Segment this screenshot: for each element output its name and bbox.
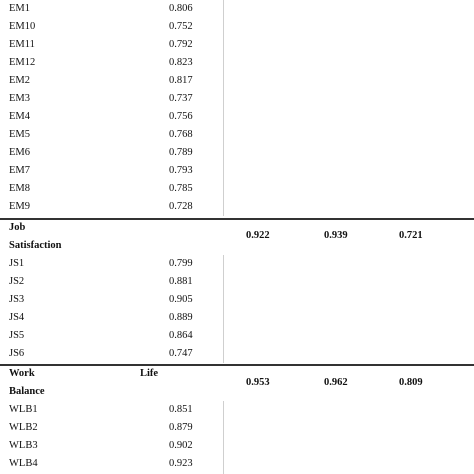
item-code: JS1 bbox=[9, 258, 25, 269]
item-loading: 0.902 bbox=[169, 440, 193, 451]
item-code: WLB1 bbox=[9, 404, 38, 415]
table-row bbox=[0, 198, 474, 216]
item-loading: 0.793 bbox=[169, 165, 193, 176]
item-code: EM10 bbox=[9, 21, 36, 32]
item-loading: 0.864 bbox=[169, 330, 193, 341]
item-code: JS6 bbox=[9, 348, 25, 359]
table-row bbox=[0, 327, 474, 345]
section-header-job-satisfaction bbox=[0, 219, 474, 255]
item-code: EM3 bbox=[9, 93, 30, 104]
section-header-work-life-balance bbox=[0, 365, 474, 401]
table-row bbox=[0, 401, 474, 419]
section-title: Life bbox=[140, 368, 159, 379]
table-row bbox=[0, 345, 474, 363]
table-row bbox=[0, 18, 474, 36]
item-loading: 0.747 bbox=[169, 348, 193, 359]
table-row bbox=[0, 437, 474, 455]
table-row bbox=[0, 36, 474, 54]
table-row bbox=[0, 162, 474, 180]
item-code: EM9 bbox=[9, 201, 30, 212]
item-code: JS4 bbox=[9, 312, 25, 323]
stat-value: 0.922 bbox=[246, 230, 270, 241]
item-loading: 0.728 bbox=[169, 201, 193, 212]
table-row bbox=[0, 126, 474, 144]
table-row bbox=[0, 180, 474, 198]
item-code: WLB2 bbox=[9, 422, 38, 433]
item-loading: 0.785 bbox=[169, 183, 193, 194]
item-code: EM5 bbox=[9, 129, 30, 140]
stat-value: 0.953 bbox=[246, 377, 270, 388]
table-row bbox=[0, 309, 474, 327]
item-code: JS2 bbox=[9, 276, 25, 287]
item-code: EM1 bbox=[9, 3, 30, 14]
item-code: EM11 bbox=[9, 39, 35, 50]
table-row bbox=[0, 90, 474, 108]
item-loading: 0.792 bbox=[169, 39, 193, 50]
table-row bbox=[0, 455, 474, 473]
item-loading: 0.923 bbox=[169, 458, 193, 469]
item-code: WLB4 bbox=[9, 458, 38, 469]
table-row bbox=[0, 291, 474, 309]
item-code: JS3 bbox=[9, 294, 25, 305]
item-loading: 0.851 bbox=[169, 404, 193, 415]
item-loading: 0.789 bbox=[169, 147, 193, 158]
stat-value: 0.809 bbox=[399, 377, 423, 388]
stat-value: 0.962 bbox=[324, 377, 348, 388]
item-loading: 0.823 bbox=[169, 57, 193, 68]
table-row bbox=[0, 0, 474, 18]
item-loading: 0.806 bbox=[169, 3, 193, 14]
section-title: Job bbox=[9, 222, 26, 233]
table-row bbox=[0, 108, 474, 126]
item-loading: 0.881 bbox=[169, 276, 193, 287]
item-code: EM12 bbox=[9, 57, 36, 68]
item-loading: 0.905 bbox=[169, 294, 193, 305]
section-title: Satisfaction bbox=[9, 240, 62, 251]
table-row bbox=[0, 144, 474, 162]
item-loading: 0.799 bbox=[169, 258, 193, 269]
table-row bbox=[0, 419, 474, 437]
item-code: EM4 bbox=[9, 111, 30, 122]
item-loading: 0.879 bbox=[169, 422, 193, 433]
item-code: JS5 bbox=[9, 330, 25, 341]
item-code: WLB3 bbox=[9, 440, 38, 451]
section-title: Balance bbox=[9, 386, 45, 397]
item-code: EM2 bbox=[9, 75, 30, 86]
stat-value: 0.939 bbox=[324, 230, 348, 241]
item-loading: 0.737 bbox=[169, 93, 193, 104]
table-row bbox=[0, 54, 474, 72]
section-title: Work bbox=[9, 368, 35, 379]
stat-value: 0.721 bbox=[399, 230, 423, 241]
item-loading: 0.768 bbox=[169, 129, 193, 140]
item-loading: 0.817 bbox=[169, 75, 193, 86]
table-row bbox=[0, 273, 474, 291]
item-code: EM8 bbox=[9, 183, 30, 194]
item-loading: 0.889 bbox=[169, 312, 193, 323]
table-row bbox=[0, 72, 474, 90]
item-code: EM6 bbox=[9, 147, 30, 158]
item-loading: 0.756 bbox=[169, 111, 193, 122]
table-row bbox=[0, 255, 474, 273]
item-code: EM7 bbox=[9, 165, 30, 176]
item-loading: 0.752 bbox=[169, 21, 193, 32]
